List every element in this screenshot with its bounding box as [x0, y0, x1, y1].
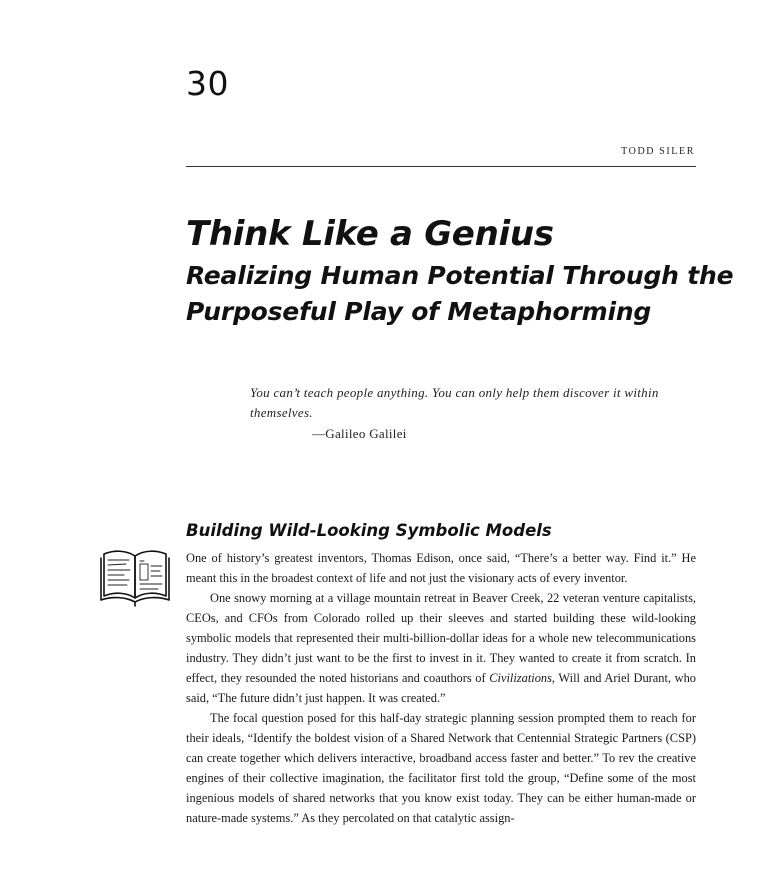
body-paragraph	[186, 588, 696, 708]
chapter-subtitle	[186, 258, 734, 330]
body-paragraph: The focal question posed for this half-day strategic planning session prompted them to reach for their ideals, “Identify the boldest vision of a Shared Network that Centennial Strategic Partners (CSP) can create together which delivers interactive, broadband access faster and better.” To rev the creative engines of their collective imagination, the facilitator first told the group, “Define some of the most ingenious models of shared networks that you know exist today. They can be either human-made or nature-made systems.” As they percolated on that catalytic assign-	[186, 711, 696, 825]
running-head-author: TODD SILER	[621, 146, 695, 157]
chapter-number: 30	[186, 64, 229, 103]
chapter-subtitle-line: Purposeful Play of Metaphorming	[186, 297, 652, 326]
body-text	[186, 548, 696, 828]
section-heading: Building Wild-Looking Symbolic Models	[186, 521, 552, 540]
epigraph-attribution: —Galileo Galilei	[312, 426, 407, 441]
header-rule	[186, 166, 696, 167]
body-paragraph-text: , Will and Ariel Durant, who said, “The future didn’t just happen. It was created.”	[186, 671, 696, 705]
body-paragraph: One of history’s greatest inventors, Thomas Edison, once said, “There’s a better way. Find it.” He meant this in the broadest context of life and not just the visionary acts of every inventor.	[186, 551, 696, 585]
open-book-icon	[96, 546, 174, 610]
book-title-italic: Civilizations	[489, 671, 552, 685]
chapter-subtitle-line: Realizing Human Potential Through the	[186, 261, 734, 290]
body-paragraph-text: One snowy morning at a village mountain retreat in Beaver Creek, 22 veteran venture capitalists, CEOs, and CFOs from Colorado rolled up their sleeves and started building these wild-looking symbolic models that represented their multi-billion-dollar ideas for a whole new telecommunications industry. They didn’t just want to be the first to invest in it. They wanted to create it from scratch. In effect, they resounded the noted historians and coauthors of	[186, 591, 696, 685]
chapter-title: Think Like a Genius	[186, 214, 554, 254]
epigraph-quote: You can’t teach people anything. You can only help them discover it within themselves.	[250, 385, 659, 420]
